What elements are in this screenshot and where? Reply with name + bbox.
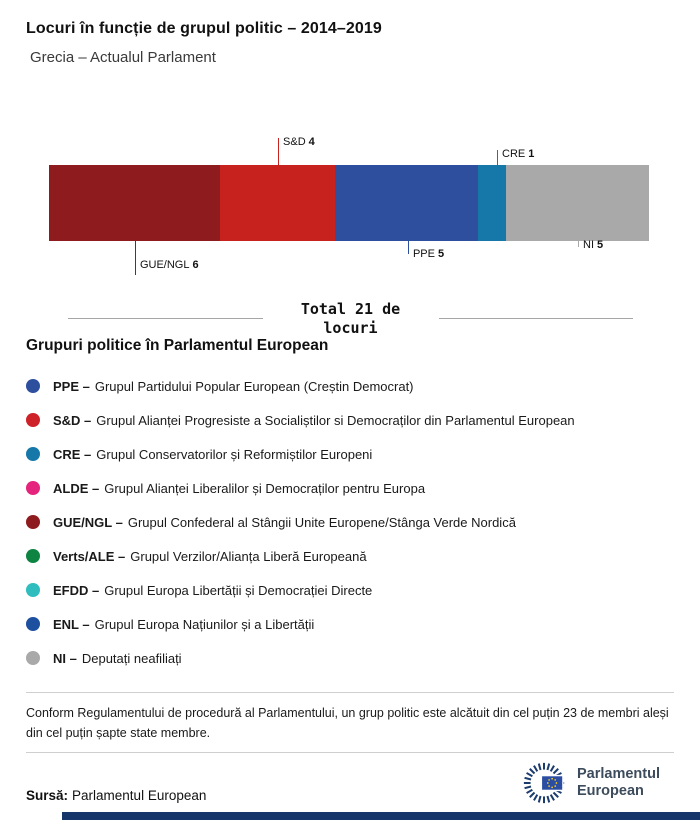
legend-abbr-enl: ENL – bbox=[53, 616, 90, 632]
legend-abbr-alde: ALDE – bbox=[53, 480, 100, 496]
bar-segment-sd bbox=[220, 165, 334, 241]
european-parliament-logo bbox=[521, 760, 660, 806]
hemicycle-icon bbox=[521, 760, 567, 806]
eu-flag-icon bbox=[541, 775, 564, 791]
legend bbox=[26, 337, 674, 675]
seats-stacked-bar-chart bbox=[49, 130, 649, 300]
callout-seats-sd: 4 bbox=[308, 136, 315, 148]
callout-label-gue-ngl bbox=[140, 259, 199, 271]
callout-name-ni: NI bbox=[583, 239, 595, 251]
legend-desc-enl: Grupul Europa Națiunilor și a Libertății bbox=[94, 616, 315, 632]
legend-item-efdd bbox=[26, 573, 674, 607]
legend-item-enl bbox=[26, 607, 674, 641]
source-value: Parlamentul European bbox=[72, 788, 207, 803]
callout-line-ni bbox=[578, 241, 579, 247]
source-line bbox=[26, 788, 206, 803]
legend-dot-gue-ngl bbox=[26, 515, 40, 529]
callout-line-gue-ngl bbox=[135, 241, 136, 275]
legend-abbr-ni: NI – bbox=[53, 650, 77, 666]
divider-bottom bbox=[26, 752, 674, 753]
legend-heading: Grupuri politice în Parlamentul European bbox=[26, 337, 329, 354]
total-rule-right bbox=[439, 318, 634, 319]
bar-segment-ppe bbox=[335, 165, 478, 241]
callout-name-ppe: PPE bbox=[412, 248, 435, 260]
page-title: Locuri în funcție de grupul politic – 2014–2019 bbox=[26, 20, 382, 37]
legend-desc-ni: Deputați neafiliați bbox=[81, 650, 182, 666]
legend-dot-cre bbox=[26, 447, 40, 461]
legend-desc-efdd: Grupul Europa Libertății și Democrației Directe bbox=[104, 582, 373, 598]
legend-item-sd bbox=[26, 403, 674, 437]
legend-abbr-sd: S&D – bbox=[53, 412, 92, 428]
bar-segment-ni bbox=[506, 165, 649, 241]
bar-segment-gue-ngl bbox=[49, 165, 220, 241]
legend-dot-efdd bbox=[26, 583, 40, 597]
legend-item-ppe bbox=[26, 369, 674, 403]
legend-desc-alde: Grupul Alianței Liberalilor și Democraților pentru Europa bbox=[104, 480, 426, 496]
total-seats-label: Total 21 de locuri bbox=[300, 300, 401, 337]
callout-label-ni bbox=[583, 239, 603, 251]
legend-dot-enl bbox=[26, 617, 40, 631]
total-rule-left bbox=[68, 318, 263, 319]
callout-line-cre bbox=[497, 150, 498, 165]
stacked-bar bbox=[49, 165, 649, 241]
bar-segment-cre bbox=[478, 165, 507, 241]
legend-dot-verts-ale bbox=[26, 549, 40, 563]
callout-line-sd bbox=[278, 138, 279, 165]
callout-name-cre: CRE bbox=[502, 148, 526, 160]
source-label: Sursă: bbox=[26, 788, 69, 803]
total-seats-row bbox=[68, 300, 633, 338]
legend-abbr-efdd: EFDD – bbox=[53, 582, 100, 598]
callout-label-ppe bbox=[413, 248, 444, 260]
legend-abbr-gue-ngl: GUE/NGL – bbox=[53, 514, 123, 530]
legend-item-cre bbox=[26, 437, 674, 471]
legend-item-verts-ale bbox=[26, 539, 674, 573]
divider-top bbox=[26, 692, 674, 693]
page-subtitle: Grecia – Actualul Parlament bbox=[30, 49, 216, 66]
callout-name-sd: S&D bbox=[283, 136, 306, 148]
header bbox=[26, 20, 674, 66]
callout-seats-cre: 1 bbox=[528, 148, 535, 160]
legend-desc-sd: Grupul Alianței Progresiste a Socialiștilor si Democraților din Parlamentul European bbox=[96, 412, 575, 428]
legend-dot-sd bbox=[26, 413, 40, 427]
logo-text-line1: Parlamentul bbox=[577, 766, 660, 783]
legend-list bbox=[26, 369, 674, 675]
legend-dot-ni bbox=[26, 651, 40, 665]
footer-accent-bar bbox=[62, 812, 700, 820]
footnote: Conform Regulamentului de procedură al Parlamentului, un grup politic este alcătuit din cel puțin 23 de membri aleși din cel puțin șapte state membre. bbox=[26, 706, 669, 740]
legend-desc-ppe: Grupul Partidului Popular European (Creștin Democrat) bbox=[94, 378, 414, 394]
legend-item-ni bbox=[26, 641, 674, 675]
legend-item-alde bbox=[26, 471, 674, 505]
callout-label-sd bbox=[283, 136, 315, 148]
callout-seats-gue-ngl: 6 bbox=[192, 259, 199, 271]
legend-desc-cre: Grupul Conservatorilor și Reformiștilor Europeni bbox=[96, 446, 373, 462]
legend-abbr-verts-ale: Verts/ALE – bbox=[53, 548, 126, 564]
callout-line-ppe bbox=[408, 241, 409, 254]
logo-text bbox=[577, 766, 660, 799]
legend-abbr-cre: CRE – bbox=[53, 446, 92, 462]
logo-text-line2: European bbox=[577, 783, 644, 799]
legend-dot-alde bbox=[26, 481, 40, 495]
legend-desc-gue-ngl: Grupul Confederal al Stângii Unite Europene/Stânga Verde Nordică bbox=[127, 514, 516, 530]
legend-abbr-ppe: PPE – bbox=[53, 378, 90, 394]
legend-dot-ppe bbox=[26, 379, 40, 393]
legend-desc-verts-ale: Grupul Verzilor/Alianța Liberă Europeană bbox=[130, 548, 367, 564]
callout-label-cre bbox=[502, 148, 534, 160]
callout-name-gue-ngl: GUE/NGL bbox=[139, 259, 190, 271]
callout-seats-ni: 5 bbox=[597, 239, 604, 251]
legend-item-gue-ngl bbox=[26, 505, 674, 539]
callout-seats-ppe: 5 bbox=[437, 248, 445, 260]
